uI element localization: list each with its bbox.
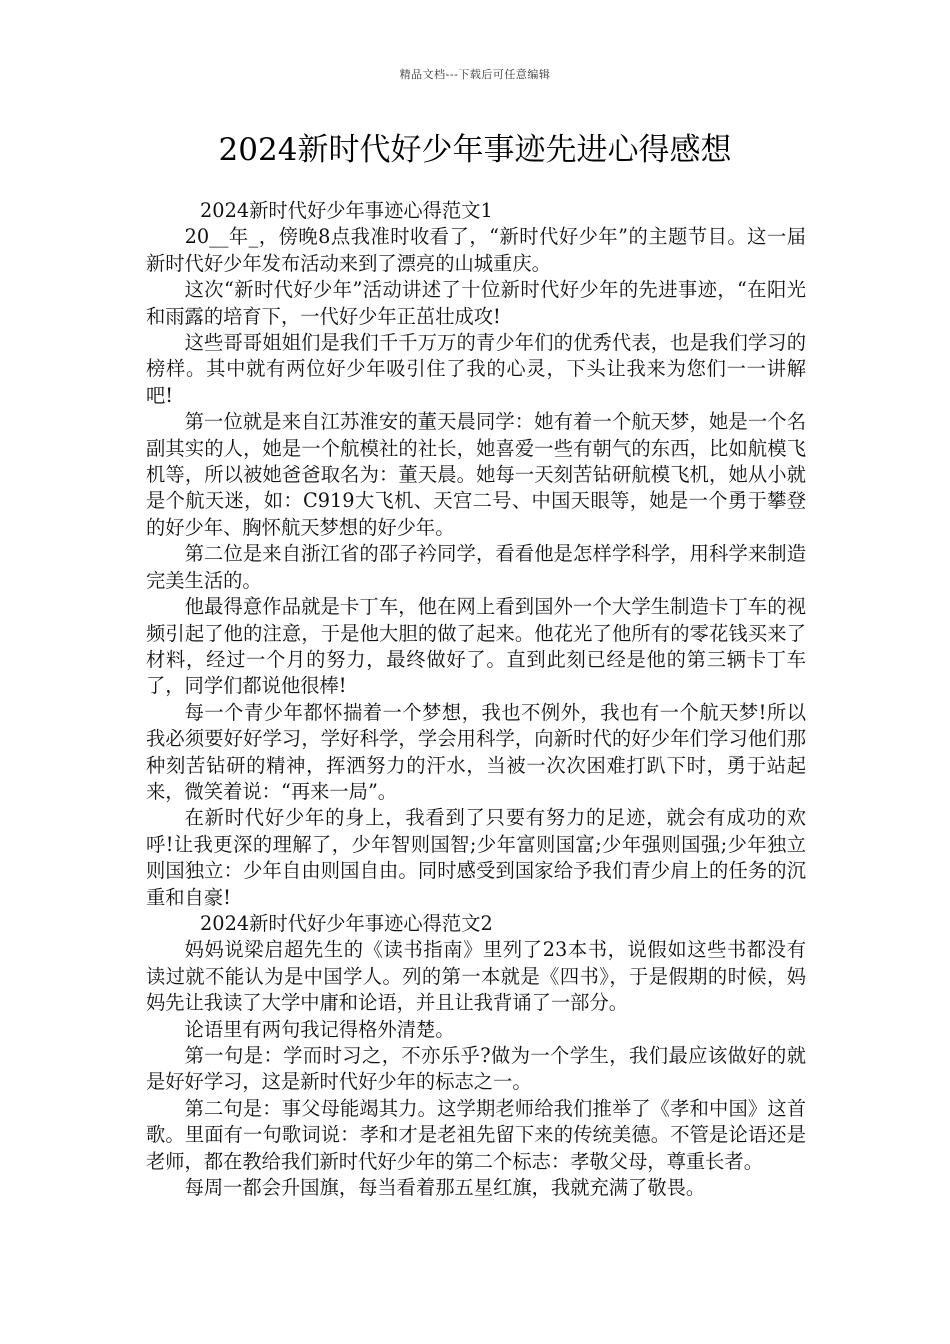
paragraph: 每周一都会升国旗，每当看着那五星红旗，我就充满了敬畏。: [184, 1176, 706, 1200]
header-note: 精品文档---下载后可任意编辑: [399, 68, 551, 81]
document-body: [146, 198, 806, 1201]
paragraph: 每一个青少年都怀揣着一个梦想，我也不例外，我也有一个航天梦!所以我必须要好好学习，学好科学，学会用科学，向新时代的好少年们学习他们那种刻苦钻研的精神，挥洒努力的汗水，当被一次次困难打趴下时，勇于站起来，微笑着说：“再来一局”。: [146, 700, 806, 803]
paragraph: 这次“新时代好少年”活动讲述了十位新时代好少年的先进事迹，“在阳光和雨露的培育下，一代好少年正茁壮成攻!: [146, 278, 806, 328]
paragraph: 论语里有两句我记得格外清楚。: [184, 1017, 455, 1041]
paragraph: 妈妈说梁启超先生的《读书指南》里列了23本书，说假如这些书都没有读过就不能认为是中国学人。列的第一本就是《四书》，于是假期的时候，妈妈先让我读了大学中庸和论语，并且让我背诵了一部分。: [146, 938, 806, 1015]
document-title: 2024新时代好少年事迹先进心得感想: [218, 132, 732, 168]
paragraph: 第一句是：学而时习之，不亦乐乎?做为一个学生，我们最应该做好的就是好好学习，这是新时代好少年的标志之一。: [146, 1044, 806, 1094]
paragraph: 第二位是来自浙江省的邵子衿同学，看看他是怎样学科学，用科学来制造完美生活的。: [146, 542, 806, 592]
paragraph: 他最得意作品就是卡丁车，他在网上看到国外一个大学生制造卡丁车的视频引起了他的注意，于是他大胆的做了起来。他花光了他所有的零花钱买来了材料，经过一个月的努力，最终做好了。直到此刻已经是他的第三辆卡丁车了，同学们都说他很棒!: [146, 595, 806, 698]
paragraph: 20__年_，傍晚8点我准时收看了，“新时代好少年”的主题节目。这一届新时代好少年发布活动来到了漂亮的山城重庆。: [146, 225, 806, 275]
section-heading: 2024新时代好少年事迹心得范文2: [200, 911, 493, 935]
paragraph: 这些哥哥姐姐们是我们千千万万的青少年们的优秀代表，也是我们学习的榜样。其中就有两位好少年吸引住了我的心灵，下头让我来为您们一一讲解吧!: [146, 331, 806, 407]
section-heading: 2024新时代好少年事迹心得范文1: [200, 199, 493, 222]
paragraph: 在新时代好少年的身上，我看到了只要有努力的足迹，就会有成功的欢呼!让我更深的理解了，少年智则国智;少年富则国富;少年强则国强;少年独立则国独立：少年自由则国自由。同时感受到国家给予我们青少肩上的任务的沉重和自豪!: [146, 806, 806, 909]
paragraph: 第一位就是来自江苏淮安的董天晨同学：她有着一个航天梦，她是一个名副其实的人，她是一个航模社的社长，她喜爱一些有朝气的东西，比如航模飞机等，所以被她爸爸取名为：董天晨。她每一天刻苦钻研航模飞机，她从小就是个航天迷，如：C919大飞机、天宫二号、中国天眼等，她是一个勇于攀登的好少年、胸怀航天梦想的好少年。: [146, 410, 806, 539]
paragraph: 第二句是：事父母能竭其力。这学期老师给我们推举了《孝和中国》这首歌。里面有一句歌词说：孝和才是老祖先留下来的传统美德。不管是论语还是老师，都在教给我们新时代好少年的第二个标志：孝敬父母，尊重长者。: [146, 1096, 806, 1173]
